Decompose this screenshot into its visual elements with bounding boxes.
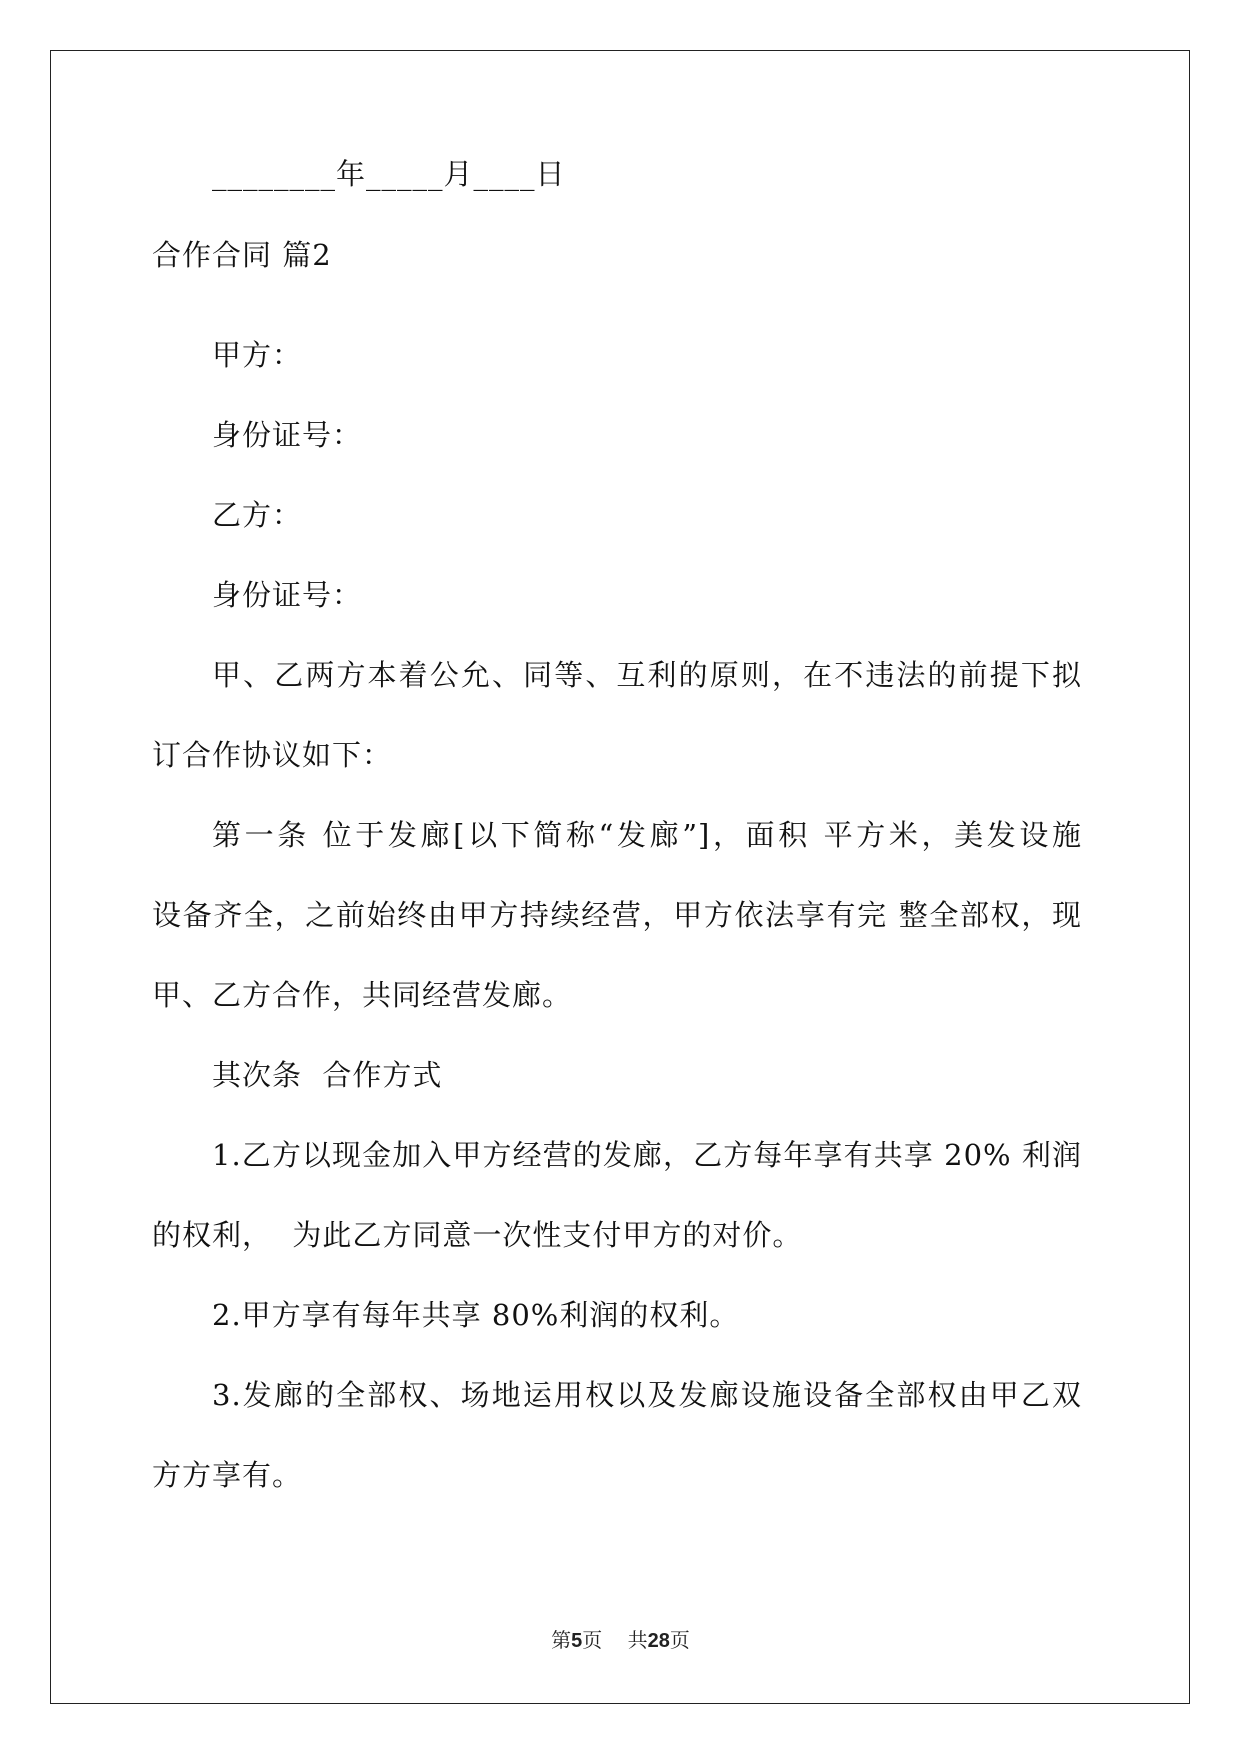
party-b-label: 乙方： [212,498,303,532]
article2-title: 其次条 合作方式 [212,1058,443,1092]
party-a-label: 甲方： [212,338,303,372]
page-footer [0,1628,1241,1653]
article1-line-2: 设备齐全，之前始终由甲方持续经营，甲方依法享有完 整全部权，现 [152,898,1082,932]
footer-total-pages: 28 [647,1630,670,1652]
party-a-id-label: 身份证号： [212,418,363,452]
item2-line-1: 2.甲方享有每年共享 80%利润的权利。 [212,1298,740,1332]
party-b-id-label: 身份证号： [212,578,363,612]
intro-line-2: 订合作协议如下： [152,738,393,772]
item3-line-1: 3.发廊的全部权、场地运用权以及发廊设施设备全部权由甲乙双 [212,1378,1082,1412]
footer-prefix: 第 [551,1628,572,1652]
footer-page-unit: 页 [582,1628,603,1652]
footer-total-unit: 页 [669,1628,690,1652]
date-line: ________年_____月____日 [212,157,566,191]
article1-line-1: 第一条 位于发廊[以下简称“发廊”]，面积 平方米，美发设施 [212,818,1082,852]
article1-line-3: 甲、乙方合作，共同经营发廊。 [152,978,573,1012]
item1-line-2: 的权利， 为此乙方同意一次性支付甲方的对价。 [152,1218,803,1252]
footer-total-prefix: 共 [627,1628,648,1652]
item1-line-1: 1.乙方以现金加入甲方经营的发廊，乙方每年享有共享 20% 利润 [212,1138,1082,1172]
footer-page-number: 5 [571,1630,583,1652]
item3-line-2: 方方享有。 [152,1458,303,1492]
section-title: 合作合同 篇2 [152,238,332,272]
intro-line-1: 甲、乙两方本着公允、同等、互利的原则，在不违法的前提下拟 [212,658,1082,692]
